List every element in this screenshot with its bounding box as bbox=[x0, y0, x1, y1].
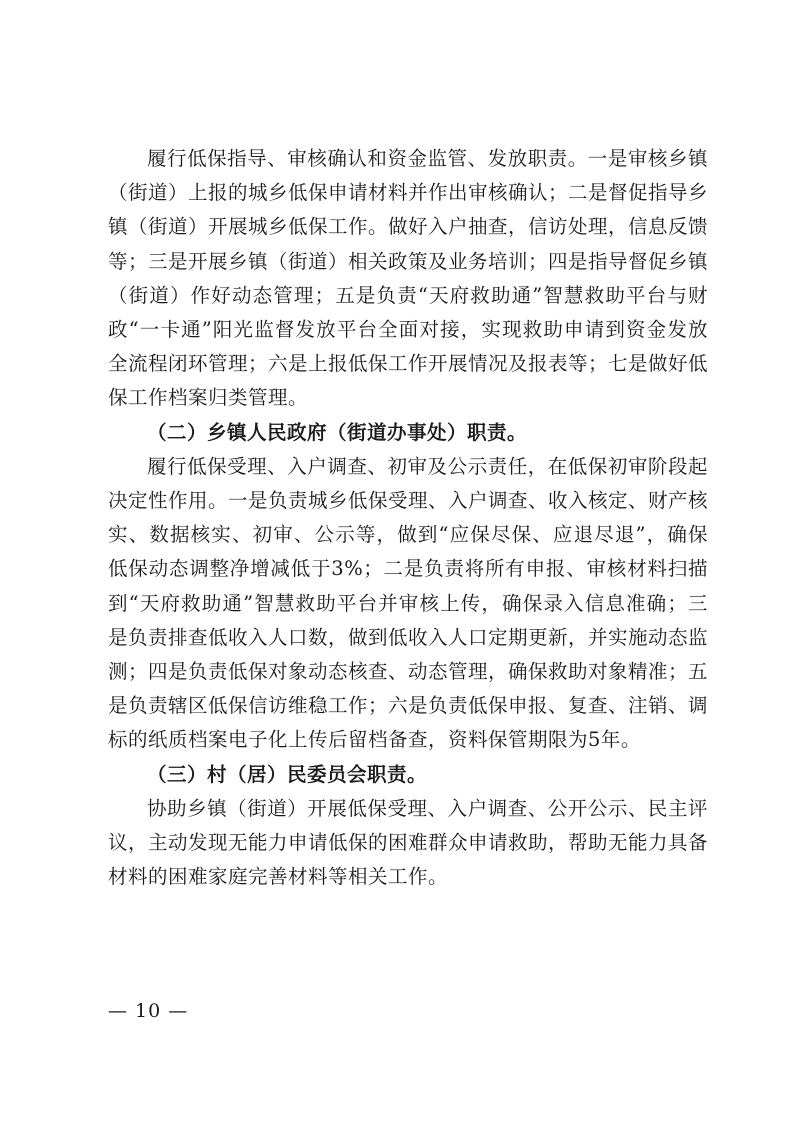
paragraph-city-duties: 履行低保指导、审核确认和资金监管、发放职责。一是审核乡镇（街道）上报的城乡低保申请材料并作出审核确认；二是督促指导乡镇（街道）开展城乡低保工作。做好入户抽查，信访处理，信息反馈等；三是开展乡镇（街道）相关政策及业务培训；四是指导督促乡镇（街道）作好动态管理；五是负责“天府救助通”智慧救助平台与财政“一卡通”阳光监督发放平台全面对接，实现救助申请到资金发放全流程闭环管理；六是上报低保工作开展情况及报表等；七是做好低保工作档案归类管理。 bbox=[108, 147, 709, 410]
body-text bbox=[108, 142, 708, 894]
page-number: — 10 — bbox=[108, 1000, 189, 1022]
section-heading-township: （二）乡镇人民政府（街道办事处）职责。 bbox=[147, 420, 528, 444]
paragraph-village-duties: 协助乡镇（街道）开展低保受理、入户调查、公开公示、民主评议，主动发现无能力申请低保的困难群众申请救助，帮助无能力具备材料的困难家庭完善材料等相关工作。 bbox=[108, 796, 709, 889]
section-heading-village: （三）村（居）民委员会职责。 bbox=[147, 762, 428, 786]
paragraph-township-duties: 履行低保受理、入户调查、初审及公示责任，在低保初审阶段起决定性作用。一是负责城乡低保受理、入户调查、收入核定、财产核实、数据核实、初审、公示等，做到“应保尽保、应退尽退”，确保低保动态调整净增减低于3%；二是负责将所有申报、审核材料扫描到“天府救助通”智慧救助平台并审核上传，确保录入信息准确；三是负责排查低收入人口数，做到低收入人口定期更新，并实施动态监测；四是负责低保对象动态核查、动态管理，确保救助对象精准；五是负责辖区低保信访维稳工作；六是负责低保申报、复查、注销、调标的纸质档案电子化上传后留档备查，资料保管期限为5年。 bbox=[108, 454, 709, 752]
